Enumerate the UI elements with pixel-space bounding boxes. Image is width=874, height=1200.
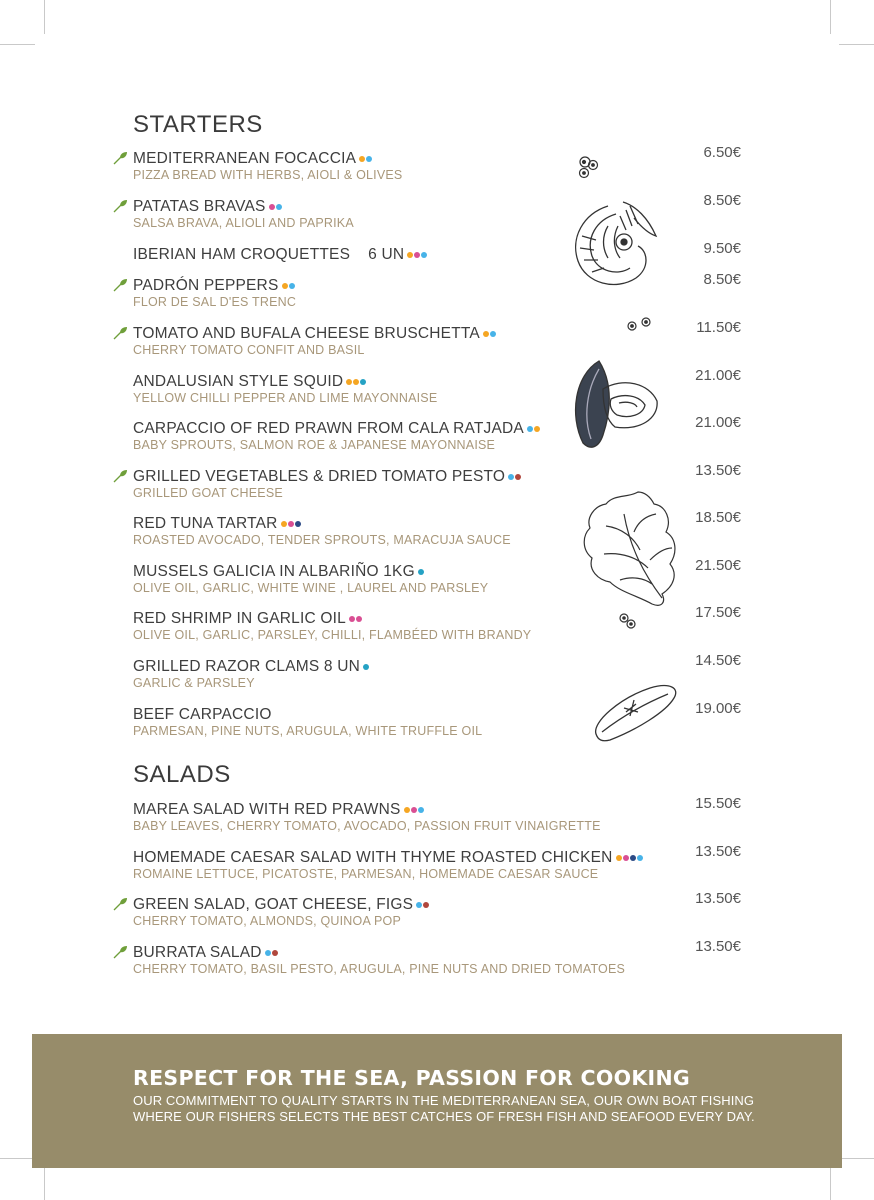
allergen-dots	[418, 563, 425, 581]
item-description: PARMESAN, PINE NUTS, ARUGULA, WHITE TRUFFLE OIL	[133, 724, 483, 738]
allergen-dot-icon	[353, 379, 359, 385]
allergen-dots	[265, 944, 279, 962]
allergen-dot-icon	[281, 521, 287, 527]
item-name-text: TOMATO AND BUFALA CHEESE BRUSCHETTA	[133, 325, 480, 343]
allergen-dots	[616, 849, 644, 867]
lettuce-illustration	[578, 488, 682, 610]
crop-mark	[44, 1166, 45, 1200]
item-description: BABY SPROUTS, SALMON ROE & JAPANESE MAYONNAISE	[133, 438, 496, 452]
crop-mark	[839, 1158, 874, 1159]
footer-banner	[32, 1034, 842, 1168]
banner-text	[133, 1093, 813, 1125]
item-name	[133, 658, 370, 676]
allergen-dot-icon	[289, 283, 295, 289]
item-price: 8.50€	[703, 271, 741, 288]
allergen-dot-icon	[282, 283, 288, 289]
allergen-dot-icon	[407, 252, 413, 258]
item-name-text: GRILLED RAZOR CLAMS 8 UN	[133, 658, 361, 676]
item-name-text: BEEF CARPACCIO	[133, 706, 272, 723]
pebbles-illustration	[624, 314, 656, 334]
item-price: 6.50€	[703, 144, 741, 161]
item-price: 21.00€	[695, 367, 741, 384]
allergen-dot-icon	[416, 902, 422, 908]
section-title-salads: SALADS	[133, 761, 231, 788]
razor-clam-illustration	[590, 682, 678, 744]
menu-item	[133, 890, 753, 936]
allergen-dot-icon	[356, 616, 362, 622]
allergen-dots	[269, 198, 283, 216]
item-name	[133, 896, 430, 914]
item-description: GARLIC & PARSLEY	[133, 676, 255, 690]
item-name-text: GREEN SALAD, GOAT CHEESE, FIGS	[133, 896, 414, 914]
item-description: OLIVE OIL, GARLIC, WHITE WINE , LAUREL AND PARSLEY	[133, 581, 489, 595]
item-description: CHERRY TOMATO, BASIL PESTO, ARUGULA, PINE NUTS AND DRIED TOMATOES	[133, 962, 626, 976]
pebbles-illustration	[573, 153, 603, 185]
allergen-dot-icon	[411, 807, 417, 813]
item-name-text: BURRATA SALAD	[133, 944, 262, 962]
item-name	[133, 944, 279, 962]
allergen-dots	[416, 896, 430, 914]
allergen-dot-icon	[360, 379, 366, 385]
crop-mark	[0, 44, 35, 45]
menu-item	[133, 604, 753, 650]
item-name-text: HOMEMADE CAESAR SALAD WITH THYME ROASTED CHICKEN	[133, 849, 613, 867]
vegetarian-leaf-icon	[112, 278, 128, 292]
allergen-dot-icon	[527, 426, 533, 432]
item-description: GRILLED GOAT CHEESE	[133, 486, 283, 500]
allergen-dot-icon	[404, 807, 410, 813]
item-description: ROMAINE LETTUCE, PICATOSTE, PARMESAN, HOMEMADE CAESAR SAUCE	[133, 867, 599, 881]
item-name-text: ANDALUSIAN STYLE SQUID	[133, 373, 344, 391]
allergen-dot-icon	[623, 855, 629, 861]
item-price: 18.50€	[695, 509, 741, 526]
item-price: 17.50€	[695, 604, 741, 621]
item-name-text: RED SHRIMP IN GARLIC OIL	[133, 610, 346, 628]
prawn-illustration	[568, 196, 664, 294]
item-description: BABY LEAVES, CHERRY TOMATO, AVOCADO, PASSION FRUIT VINAIGRETTE	[133, 819, 601, 833]
item-price: 11.50€	[696, 319, 741, 336]
allergen-dots	[282, 277, 296, 295]
allergen-dot-icon	[423, 902, 429, 908]
item-description: CHERRY TOMATO, ALMONDS, QUINOA POP	[133, 914, 401, 928]
item-price: 21.50€	[695, 557, 741, 574]
item-price: 13.50€	[695, 890, 741, 907]
item-price: 8.50€	[703, 192, 741, 209]
item-name-text: RED TUNA TARTAR	[133, 515, 278, 533]
allergen-dot-icon	[534, 426, 540, 432]
item-description: ROASTED AVOCADO, TENDER SPROUTS, MARACUJA SAUCE	[133, 533, 511, 547]
vegetarian-leaf-icon	[112, 945, 128, 959]
banner-line-2: WHERE OUR FISHERS SELECTS THE BEST CATCHES OF FRESH FISH AND SEAFOOD EVERY DAY.	[133, 1109, 755, 1124]
item-name-text: MEDITERRANEAN FOCACCIA	[133, 150, 357, 168]
allergen-dot-icon	[288, 521, 294, 527]
item-name-text: MUSSELS GALICIA IN ALBARIÑO 1KG	[133, 563, 415, 581]
allergen-dots	[527, 420, 541, 438]
item-name	[133, 420, 541, 438]
allergen-dot-icon	[490, 331, 496, 337]
item-description: PIZZA BREAD WITH HERBS, AIOLI & OLIVES	[133, 168, 403, 182]
item-name-text: CARPACCIO OF RED PRAWN FROM CALA RATJADA	[133, 420, 524, 438]
allergen-dot-icon	[269, 204, 275, 210]
mussel-illustration	[569, 355, 661, 451]
allergen-dots	[483, 325, 497, 343]
crop-mark	[830, 1166, 831, 1200]
item-name	[133, 849, 644, 867]
allergen-dot-icon	[276, 204, 282, 210]
vegetarian-leaf-icon	[112, 199, 128, 213]
allergen-dot-icon	[265, 950, 271, 956]
item-name	[133, 563, 425, 581]
vegetarian-leaf-icon	[112, 151, 128, 165]
item-name-text: PATATAS BRAVAS	[133, 198, 266, 216]
banner-line-1: OUR COMMITMENT TO QUALITY STARTS IN THE MEDITERRANEAN SEA, OUR OWN BOAT FISHING	[133, 1093, 755, 1108]
crop-mark	[44, 0, 45, 34]
item-name	[133, 610, 363, 628]
vegetarian-leaf-icon	[112, 897, 128, 911]
item-description: YELLOW CHILLI PEPPER AND LIME MAYONNAISE	[133, 391, 438, 405]
item-price: 13.50€	[695, 843, 741, 860]
crop-mark	[839, 44, 874, 45]
item-name	[133, 373, 367, 391]
allergen-dot-icon	[515, 474, 521, 480]
item-name-text: GRILLED VEGETABLES & DRIED TOMATO PESTO	[133, 468, 506, 486]
allergen-dot-icon	[483, 331, 489, 337]
allergen-dot-icon	[295, 521, 301, 527]
allergen-dot-icon	[414, 252, 420, 258]
item-name	[133, 198, 283, 216]
item-name	[133, 801, 425, 819]
crop-mark	[0, 1158, 35, 1159]
allergen-dot-icon	[272, 950, 278, 956]
allergen-dot-icon	[637, 855, 643, 861]
item-description: SALSA BRAVA, ALIOLI AND PAPRIKA	[133, 216, 354, 230]
allergen-dots	[346, 373, 367, 391]
allergen-dot-icon	[418, 569, 424, 575]
item-name	[133, 246, 428, 264]
allergen-dots	[508, 468, 522, 486]
vegetarian-leaf-icon	[112, 326, 128, 340]
item-price: 21.00€	[695, 414, 741, 431]
allergen-dots	[363, 658, 370, 676]
allergen-dot-icon	[616, 855, 622, 861]
item-description: OLIVE OIL, GARLIC, PARSLEY, CHILLI, FLAMBÉED WITH BRANDY	[133, 628, 532, 642]
allergen-dot-icon	[346, 379, 352, 385]
allergen-dots	[404, 801, 425, 819]
item-price: 13.50€	[695, 462, 741, 479]
item-name	[133, 277, 296, 295]
item-name	[133, 515, 302, 533]
vegetarian-leaf-icon	[112, 469, 128, 483]
pebbles-illustration	[615, 610, 641, 632]
item-name-text: PADRÓN PEPPERS	[133, 277, 279, 295]
allergen-dot-icon	[359, 156, 365, 162]
item-name	[133, 325, 497, 343]
item-name	[133, 150, 373, 168]
item-price: 14.50€	[695, 652, 741, 669]
allergen-dots	[281, 515, 302, 533]
allergen-dot-icon	[630, 855, 636, 861]
item-name	[133, 706, 272, 724]
item-price: 9.50€	[703, 240, 741, 257]
allergen-dots	[359, 150, 373, 168]
item-price: 15.50€	[695, 795, 741, 812]
menu-item	[133, 843, 753, 889]
item-description: CHERRY TOMATO CONFIT AND BASIL	[133, 343, 365, 357]
allergen-dot-icon	[508, 474, 514, 480]
allergen-dot-icon	[366, 156, 372, 162]
item-name	[133, 468, 522, 486]
crop-mark	[830, 0, 831, 34]
item-price: 13.50€	[695, 938, 741, 955]
allergen-dot-icon	[418, 807, 424, 813]
menu-item	[133, 144, 753, 190]
item-price: 19.00€	[695, 700, 741, 717]
menu-item	[133, 795, 753, 841]
section-title-starters: STARTERS	[133, 111, 263, 138]
menu-item	[133, 938, 753, 984]
banner-title: RESPECT FOR THE SEA, PASSION FOR COOKING	[133, 1066, 691, 1090]
allergen-dot-icon	[421, 252, 427, 258]
item-name-text: MAREA SALAD WITH RED PRAWNS	[133, 801, 401, 819]
item-name-text: IBERIAN HAM CROQUETTES 6 UN	[133, 246, 405, 264]
item-description: FLOR DE SAL D'ES TRENC	[133, 295, 297, 309]
allergen-dots	[407, 246, 428, 264]
allergen-dot-icon	[349, 616, 355, 622]
allergen-dot-icon	[363, 664, 369, 670]
allergen-dots	[349, 610, 363, 628]
